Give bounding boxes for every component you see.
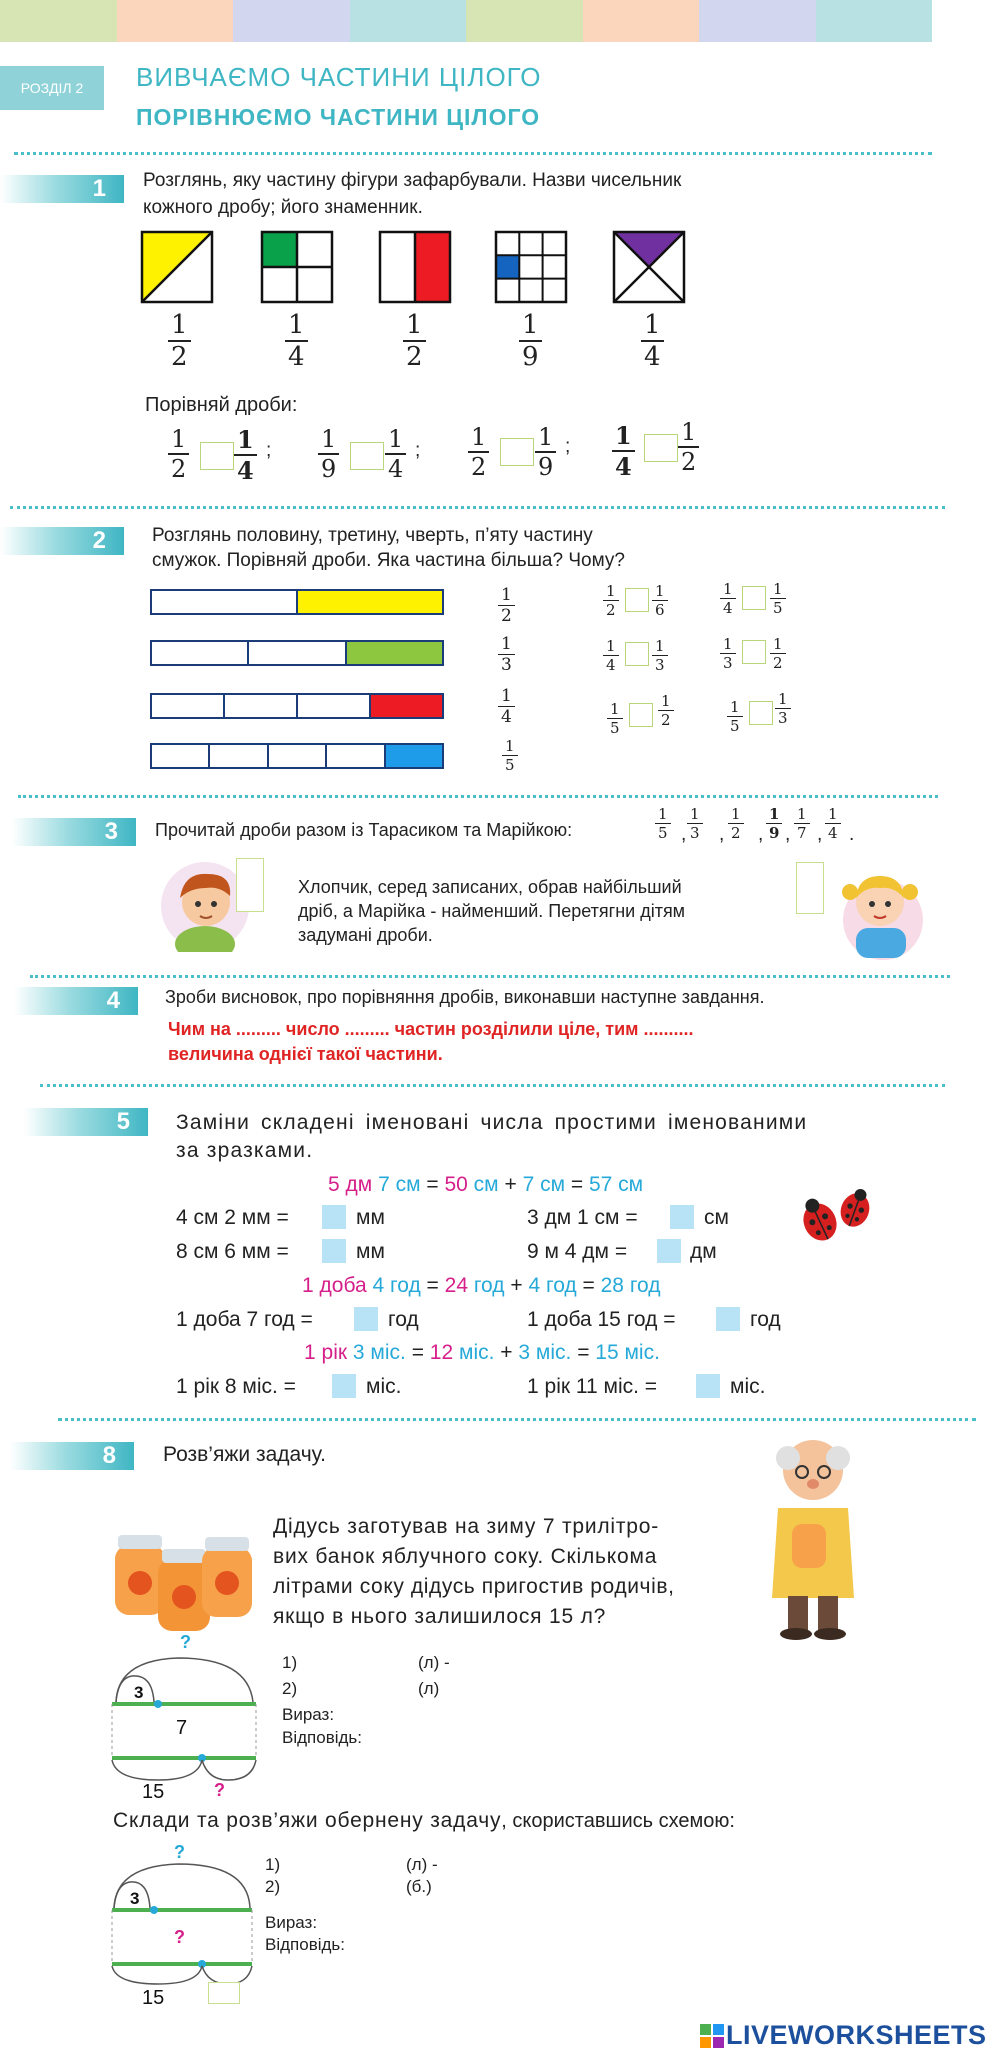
separator: ;	[266, 440, 272, 461]
conversion-row-right: 1 доба 15 год =	[527, 1308, 676, 1331]
fraction: $\frac{1}{7}$	[794, 805, 810, 842]
unit: см	[704, 1206, 729, 1229]
punctuation: ,	[785, 824, 791, 845]
page-subtitle: ПОРІВНЮЄМО ЧАСТИНИ ЦІЛОГО	[136, 104, 541, 130]
liveworksheets-logo[interactable]	[700, 2020, 987, 2051]
strip-halves	[150, 589, 444, 615]
task3-story-2: дріб, а Марійка - найменший. Перетягни дітям	[298, 901, 686, 921]
separator: ;	[415, 440, 421, 461]
logo-icon	[700, 2024, 724, 2048]
shape-quarter-triangle	[614, 232, 684, 302]
task2-instruction: Розглянь половину, третину, чверть, п’яту частину	[152, 525, 593, 546]
fraction: $\frac{1}{4}$	[603, 637, 619, 674]
girl-drop-box[interactable]	[796, 862, 824, 914]
fraction: $\frac{1}{9}$	[519, 310, 542, 372]
task4-rule: Чим на ......... число ......... частин розділили ціле, тим ..........	[168, 1019, 694, 1039]
svg-text:15: 15	[142, 1987, 165, 2009]
fraction: $\frac{1}{2}$	[770, 635, 786, 672]
fraction: $\frac{1}{6}$	[652, 582, 668, 619]
fraction: $\frac{1}{4}$	[720, 580, 736, 617]
fraction: $\frac{1}{5}$	[607, 700, 623, 737]
task3-story-3: задумані дроби.	[298, 925, 433, 945]
divider	[18, 795, 938, 798]
compare-answer-box[interactable]	[625, 642, 649, 666]
task-number-badge: 2	[0, 527, 124, 555]
inverse-step-1: 1)	[265, 1855, 281, 1874]
task4-instruction: Зроби висновок, про порівняння дробів, виконавши наступне завдання.	[165, 987, 765, 1007]
conversion-row-left: 4 см 2 мм =	[176, 1206, 289, 1229]
conversion-row-left: 1 доба 7 год =	[176, 1308, 313, 1331]
answer-box[interactable]	[332, 1374, 356, 1398]
strip-fifths	[150, 743, 444, 769]
inverse-step-2: 2)	[265, 1877, 281, 1896]
fraction: $\frac{1}{3}$	[720, 635, 736, 672]
compare-answer-box[interactable]	[350, 442, 384, 470]
example-1: 5 дм 7 см = 50 см + 7 см = 57 см	[328, 1173, 644, 1196]
juice-jars-illustration	[110, 1525, 260, 1635]
unit: мм	[356, 1240, 385, 1263]
fraction: $\frac{1}{3}$	[652, 637, 668, 674]
boy-drop-box[interactable]	[236, 858, 264, 912]
punctuation: ,	[681, 824, 687, 845]
task2-instruction-2: смужок. Порівняй дроби. Яка частина більша? Чому?	[152, 550, 625, 571]
task-number-badge: 8	[10, 1442, 134, 1470]
conversion-row-right: 9 м 4 дм =	[527, 1240, 628, 1263]
conversion-row-right: 3 дм 1 см =	[527, 1206, 638, 1229]
punctuation: .	[849, 824, 855, 845]
inverse-step-1-unit: (л) -	[406, 1855, 438, 1874]
compare-answer-box[interactable]	[629, 703, 653, 727]
svg-text:3: 3	[130, 1889, 140, 1908]
compare-answer-box[interactable]	[500, 438, 534, 466]
girl-illustration	[828, 862, 928, 962]
svg-text:?: ?	[180, 1632, 191, 1652]
fraction: $\frac{1}{2}$	[403, 310, 426, 372]
task-number-badge: 1	[0, 175, 124, 203]
expression-label: Вираз:	[282, 1705, 335, 1724]
fraction: $\frac{1}{4}$	[285, 310, 308, 372]
problem-text-4: якщо в нього залишилося 15 л?	[273, 1605, 607, 1628]
step-1-unit: (л) -	[418, 1653, 450, 1672]
answer-box[interactable]	[716, 1307, 740, 1331]
svg-text:15: 15	[142, 1781, 165, 1800]
task4-rule-2: величина однієї такої частини.	[168, 1044, 443, 1064]
divider	[14, 152, 932, 155]
fraction: $\frac{1}{2}$	[468, 423, 489, 481]
shape-quarter-square	[262, 232, 332, 302]
page-title: ВИВЧАЄМО ЧАСТИНИ ЦІЛОГО	[136, 62, 542, 92]
task8-title: Розв’яжи задачу.	[163, 1443, 326, 1466]
task-number-badge: 4	[14, 987, 138, 1015]
task3-story: Хлопчик, серед записаних, обрав найбільший	[298, 877, 682, 897]
fraction: $\frac{1}{3}$	[775, 690, 791, 727]
fraction: $\frac{1}{2}$	[678, 418, 699, 476]
fraction: $\frac{1}{2}$	[168, 310, 191, 372]
svg-text:?: ?	[174, 1842, 185, 1862]
fraction: $\frac{1}{2}$	[498, 585, 515, 626]
fraction: $\frac{1}{5}$	[770, 580, 786, 617]
conversion-row-left: 1 рік 8 міс. =	[176, 1375, 296, 1398]
compare-answer-box[interactable]	[749, 701, 773, 725]
divider	[58, 1418, 976, 1421]
fraction: $\frac{1}{2}$	[168, 425, 189, 483]
punctuation: ,	[758, 824, 764, 845]
shape-half-rect	[380, 232, 450, 302]
ladybug-illustration	[800, 1184, 880, 1254]
inverse-task-instruction: Склади та розв’яжи обернену задачу, скориставшись схемою:	[113, 1809, 735, 1832]
fraction: $\frac{1}{4}$	[825, 805, 841, 842]
punctuation: ,	[719, 824, 725, 845]
fraction: $\frac{1}{9}$	[535, 423, 556, 481]
inverse-step-2-unit: (б.)	[406, 1877, 432, 1896]
answer-box[interactable]	[322, 1239, 346, 1263]
conversion-row-right: 1 рік 11 міс. =	[527, 1375, 658, 1398]
answer-box[interactable]	[696, 1374, 720, 1398]
svg-text:7: 7	[176, 1717, 188, 1739]
answer-box[interactable]	[322, 1205, 346, 1229]
inverse-answer-box[interactable]	[208, 1982, 240, 2004]
grandpa-illustration	[758, 1428, 868, 1648]
unit: дм	[690, 1240, 717, 1263]
fraction: $\frac{1}{4}$	[641, 310, 664, 372]
top-color-bar	[0, 0, 932, 42]
problem-text: Дідусь заготував на зиму 7 трилітро-	[273, 1515, 660, 1538]
problem-text-2: вих банок яблучного соку. Скількома	[273, 1545, 658, 1568]
task5-instruction-2: за зразками.	[176, 1139, 314, 1162]
divider	[30, 975, 950, 978]
task-number-badge: 3	[12, 818, 136, 846]
unit: міс.	[730, 1375, 766, 1398]
problem-text-3: літрами соку дідусь пригостив родичів,	[273, 1575, 675, 1598]
fraction: $\frac{1}{4}$	[234, 425, 257, 485]
inverse-scheme	[108, 1840, 268, 2010]
example-2: 1 доба 4 год = 24 год + 4 год = 28 год	[302, 1274, 661, 1297]
conversion-row-left: 8 см 6 мм =	[176, 1240, 289, 1263]
step-1: 1)	[282, 1653, 298, 1672]
shape-ninth-grid	[496, 232, 566, 302]
fraction: $\frac{1}{3}$	[498, 634, 515, 675]
divider	[10, 506, 945, 509]
fraction: $\frac{1}{5}$	[502, 737, 518, 774]
fraction: $\frac{1}{4}$	[612, 421, 635, 481]
answer-label: Відповідь:	[282, 1728, 363, 1747]
task1-instruction-2: кожного дробу; його знаменник.	[143, 197, 423, 218]
fraction: $\frac{1}{5}$	[727, 698, 743, 735]
section-label: РОЗДІЛ 2	[0, 66, 104, 110]
svg-text:?: ?	[174, 1927, 185, 1947]
compare-answer-box[interactable]	[742, 640, 766, 664]
task-number-badge: 5	[24, 1108, 148, 1136]
logo-text: LIVEWORKSHEETS	[726, 2020, 987, 2050]
compare-answer-box[interactable]	[742, 586, 766, 610]
fraction: $\frac{1}{2}$	[728, 805, 744, 842]
fraction: $\frac{1}{4}$	[498, 686, 515, 727]
answer-box[interactable]	[354, 1307, 378, 1331]
fraction: $\frac{1}{4}$	[385, 425, 406, 483]
unit: год	[750, 1308, 781, 1331]
task5-instruction: Заміни складені іменовані числа простими іменованими	[176, 1111, 808, 1134]
task3-instruction: Прочитай дроби разом із Тарасиком та Марійкою:	[155, 820, 573, 840]
fraction: $\frac{1}{5}$	[655, 805, 671, 842]
inverse-answer-label: Відповідь:	[265, 1935, 346, 1954]
fraction: $\frac{1}{9}$	[318, 425, 339, 483]
unit: год	[388, 1308, 419, 1331]
problem-scheme	[108, 1630, 268, 1800]
fraction: $\frac{1}{2}$	[658, 692, 674, 729]
unit: міс.	[366, 1375, 402, 1398]
fraction: $\frac{1}{3}$	[687, 805, 703, 842]
svg-text:3: 3	[134, 1683, 144, 1702]
task1-instruction: Розглянь, яку частину фігури зафарбували. Назви чисельник	[143, 170, 682, 191]
separator: ;	[565, 436, 571, 457]
compare-answer-box[interactable]	[625, 588, 649, 612]
fraction: $\frac{1}{9}$	[766, 805, 782, 842]
svg-text:?: ?	[214, 1780, 225, 1800]
step-2-unit: (л)	[418, 1679, 440, 1698]
compare-label: Порівняй дроби:	[145, 394, 298, 416]
example-3: 1 рік 3 міс. = 12 міс. + 3 міс. = 15 міс.	[304, 1341, 660, 1364]
divider	[40, 1084, 945, 1087]
step-2: 2)	[282, 1679, 298, 1698]
answer-box[interactable]	[670, 1205, 694, 1229]
answer-box[interactable]	[657, 1239, 681, 1263]
shape-half-triangle	[142, 232, 212, 302]
strip-quarters	[150, 693, 444, 719]
unit: мм	[356, 1206, 385, 1229]
compare-answer-box[interactable]	[200, 442, 234, 470]
compare-answer-box[interactable]	[644, 434, 678, 462]
punctuation: ,	[817, 824, 823, 845]
strip-thirds	[150, 640, 444, 666]
fraction: $\frac{1}{2}$	[603, 582, 619, 619]
fraction-shapes	[130, 228, 690, 308]
inverse-expression-label: Вираз:	[265, 1913, 318, 1932]
